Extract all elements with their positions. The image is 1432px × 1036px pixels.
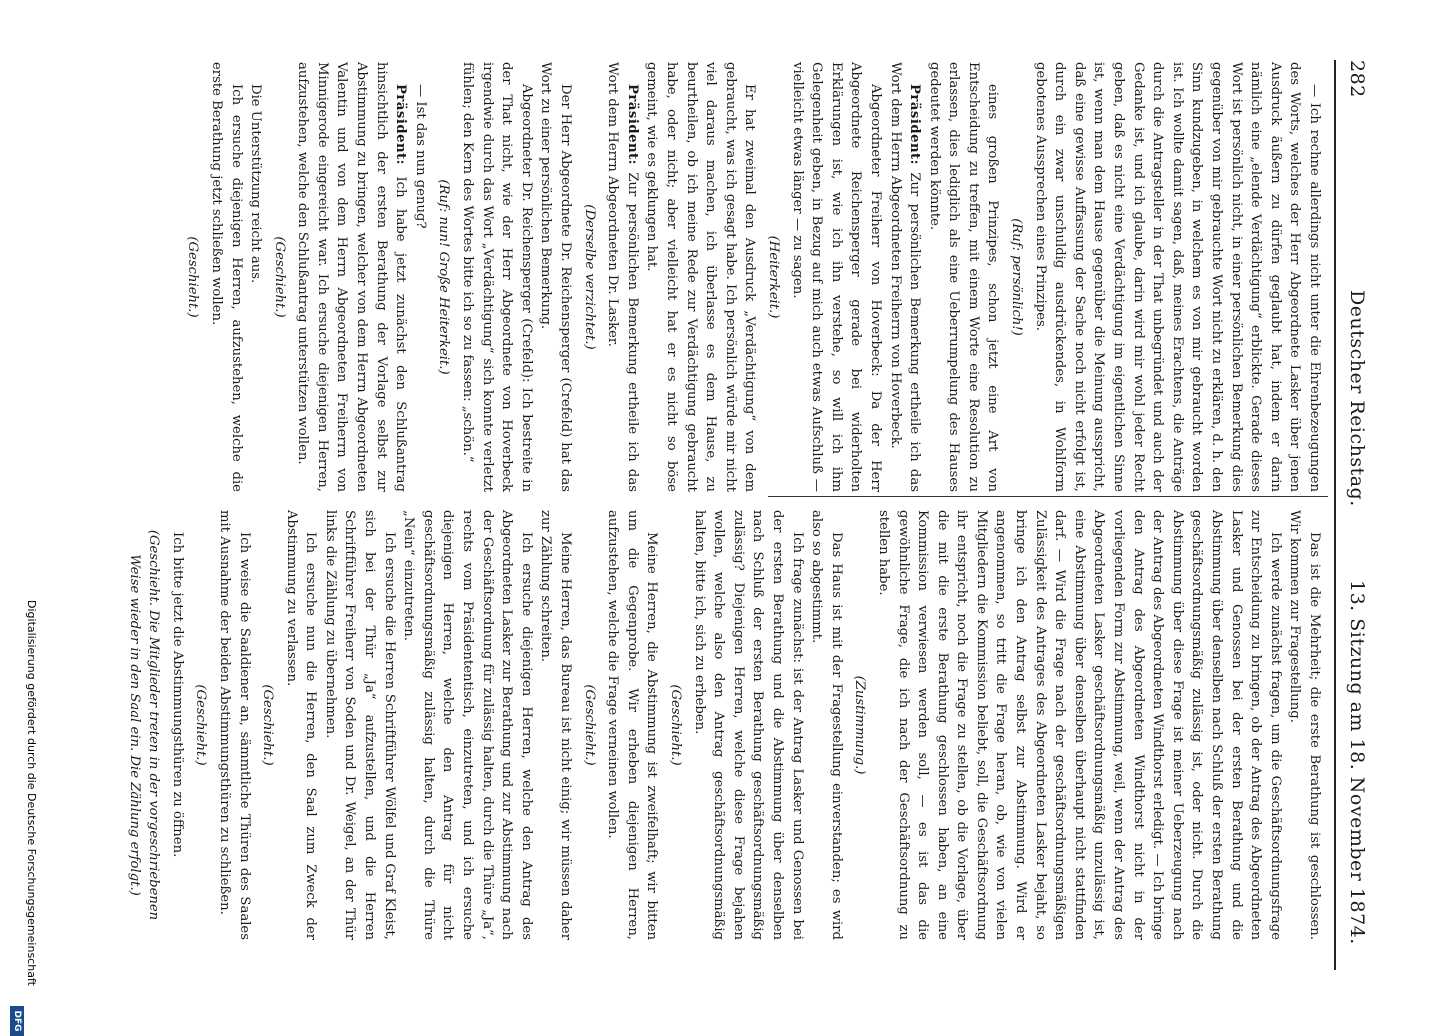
paragraph: eines großen Prinzipes, schon jetzt eine Art von Entscheidung zu treffen, mit einem Worte eine Resolution zu erlassen, dies lediglich als eine Ueberrumpelung des Hauses gedeutet werden könnte.	[926, 62, 1001, 492]
speaker-text: Zur persönlichen Bemerkung ertheile ich das Wort dem Herrn Abgeordneten Freiherrn von Hoverbeck.	[887, 62, 923, 492]
stage-direction: (Ruf: nun! Große Heiterkeit.)	[436, 179, 452, 375]
session-date: 13. Sitzung am 18. November 1874.	[1346, 580, 1368, 945]
stage-direction: (Geschieht.)	[668, 684, 683, 766]
paragraph: Die Unterstützung reicht aus.	[248, 84, 264, 284]
stage-direction: (Geschieht.)	[260, 684, 276, 766]
left-column	[179, 62, 1324, 492]
paragraph: Ich frage zunächst: ist der Antrag Lasker und Genossen bei der ersten Berathung und die Abstimmung über denselben nach Schluß der ersten Berathung geschäftsordnungsmäßig zulässig? Diejenigen Herren, welche diese Frage bejahen wollen, welche also den Antrag geschäftsordnungsmäßig halten, bitte ich, sich zu erheben.	[691, 510, 805, 940]
paragraph: Meine Herren, das Bureau ist nicht einig; wir müssen daher zur Zählung schreiten.	[538, 510, 574, 940]
paragraph: Das ist die Mehrheit; die erste Berathung ist geschlossen. Wir kommen zur Fragestellung.	[1287, 510, 1322, 940]
stage-direction: (Geschieht. Die Mitglieder treten in der vorgeschriebenen Weise wieder in den Saal ein. Die Zählung erfolgt.)	[126, 529, 162, 921]
paragraph: Ich ersuche die Herren Schriftführer Wölfel und Graf Kleist, sich bei der Thür „Ja“ aufzustellen, und die Herren Schriftführer Freiherr von Soden und Dr. Weigel, an der Thür links die Zählung zu übernehmen.	[322, 510, 397, 940]
paragraph: Er hat zweimal den Ausdruck „Verdächtigung“ von dem gebraucht, was ich gesagt habe. Ich persönlich würde mir nicht viel daraus machen, ich überlasse es dem Hause, zu beurtheilen, ob ich meine Rede zur Verdächtigung gebraucht habe, oder nicht; aber vielleicht hat er es nicht so böse gemeint, wie es geklungen hat.	[644, 62, 758, 492]
stage-direction: (Derselbe verzichtet.)	[581, 204, 597, 350]
header-rule	[1334, 60, 1336, 970]
paragraph: Ich bitte jetzt die Abstimmungsthüren zu öffnen.	[169, 532, 185, 858]
stage-direction: (Geschieht.)	[271, 236, 287, 318]
speaker-name: Präsident:	[624, 84, 640, 166]
stage-direction: (Ruf: persönlich!)	[1009, 218, 1025, 336]
stage-direction: (Zustimmung.)	[852, 675, 868, 775]
paragraph: Ich weise die Saaldiener an, sämmtliche Thüren des Saales mit Ausnahme der beiden Abstimmungsthüren zu schließen.	[216, 510, 252, 940]
paragraph: — Ich rechne allerdings nicht unter die Ehrenbezeugungen des Worts, welches der Herr Abgeordnete Lasker über jenen Ausdruck äußern zu dürfen geglaubt hat, indem er darin nämlich eine „elende Verdächtigung“ erblickte. Gerade dieses Wort ist persönlich nicht, in einer persönlichen Bemerkung dies gegenüber von mir gebrauchte Wort nicht zu erklären, d. h. den Sinn kundzugeben, in welchem es von mir gebraucht worden ist. Ich wollte damit sagen, daß, meines Erachtens, die Anträge durch die Antragsteller in der That unbegründet und auch der Gedanke ist, und ich glaube, darin wird mir wohl jeder Recht geben, daß es nicht eine Verdächtigung im eigentlichen Sinne ist, wenn man dem Hause gegenüber die Meinung ausspricht, daß eine gewisse Auffassung der Sache noch nicht erfolgt ist, durch ein zwar unschuldig ausdrückendes, in Wohlform gebotenes Aussprechen eines Prinzipes.	[1032, 62, 1322, 492]
page-number: 282	[1346, 60, 1368, 98]
stage-direction: (Geschieht.)	[185, 236, 201, 318]
speaker-paragraph	[603, 62, 642, 492]
stage-direction: (Heiterkeit.)	[765, 235, 781, 319]
dfg-logo: DFG	[10, 1006, 24, 1036]
speaker-name: Präsident:	[907, 84, 923, 166]
paragraph: Abgeordneter Dr. Reichensperger (Crefeld): Ich bestreite in der That nicht, wie der Herr Abgeordnete von Hoverbeck irgendwie durch das Wort „Verdächtigung“ sich konnte verletzt fühlen; den Kern des Wortes bitte ich so zu fassen: „schön.“	[460, 62, 534, 492]
speaker-text: Ich habe jetzt zunächst den Schlußantrag hinsichtlich der ersten Berathung der Vorlage selbst zur Abstimmung zu bringen, welcher von dem Herrn Abgeordneten Valentin und von dem Herrn Abgeordneten Freiherrn von Minnigerode eingereicht war. Ich ersuche diejenigen Herren, aufzustehen, welche den Schlußantrag unterstützen wollen.	[295, 62, 409, 492]
paragraph: Meine Herren, die Abstimmung ist zweifelhaft; wir bitten um die Gegenprobe. Wir erheben diejenigen Herren, aufzustehen, welche die Frage verneinen wollen.	[605, 510, 660, 940]
paragraph: Ich werde zunächst fragen, um die Geschäftsordnungsfrage zur Entscheidung zu bringen, ob der Antrag des Abgeordneten Lasker und Genossen bei der ersten Berathung und die Abstimmung über denselben nach Schluß der ersten Berathung geschäftsordnungsmäßig zulässig ist, oder nicht. Durch die Abstimmung über diese Frage ist meiner Ueberzeugung nach der Antrag des Abgeordneten Windthorst erledigt. — Ich bringe den Antrag des Abgeordneten Windthorst nicht in der vorliegenden Form zur Abstimmung, weil, wenn der Antrag des Abgeordneten Lasker geschäftsordnungsmäßig unzulässig ist, eine Abstimmung über denselben überhaupt nicht stattfinden darf. — Wird die Frage nach der geschäftsordnungsmäßigen Zulässigkeit des Antrages des Abgeordneten Lasker bejaht, so bringe ich den Antrag selbst zur Abstimmung. Wird er angenommen, so tritt die Frage heran, ob, wie von vielen Mitgliedern die Kommission beliebt, soll, die Geschäftsordnung ihr entspricht, noch die Frage zu stellen, ob die Vorlage, über die mit die erste Berathung geschlossen haben, an eine Kommission verwiesen werden soll, — es ist das die gewöhnliche Frage, die ich nach der Geschäftsordnung zu stellen habe.	[875, 510, 1283, 940]
paragraph: Abgeordneter Freiherr von Hoverbeck: Da der Herr Abgeordnete Reichensperger gerade bei widerholten Erklärungen ist, wie ich ihn verstehe, so will ich ihm Gelegenheit geben, in Bezug auf mich auch etwas Aufschluß — vielleicht etwas länger — zu sagen.	[789, 62, 883, 492]
paragraph: Ich ersuche diejenigen Herren, aufzustehen, welche die erste Berathung jetzt schließen wollen.	[208, 62, 244, 492]
page-header	[1342, 60, 1370, 970]
speaker-paragraph	[885, 62, 924, 492]
stage-direction: (Geschieht.)	[193, 684, 209, 766]
paragraph: Das Haus ist mit der Fragestellung einverstanden; es wird also so abgestimmt.	[809, 510, 844, 940]
paragraph: Der Herr Abgeordnete Dr. Reichensperger (Crefeld) hat das Wort zu einer persönlichen Bemerkung.	[538, 62, 574, 492]
speaker-text: Zur persönlichen Bemerkung ertheile ich das Wort dem Herrn Abgeordneten Dr. Lasker.	[605, 62, 640, 492]
paragraph: — Ist das nun genug?	[412, 84, 428, 229]
column-divider	[768, 496, 1328, 497]
speaker-name: Präsident:	[393, 84, 409, 166]
paragraph: Ich ersuche nun die Herren, den Saal zum Zweck der Abstimmung zu verlassen.	[283, 510, 319, 940]
publication-title: Deutscher Reichstag.	[1346, 290, 1368, 507]
stage-direction: (Geschieht.)	[581, 684, 597, 766]
speaker-paragraph	[293, 62, 411, 492]
paragraph: Ich ersuche diejenigen Herren, welche den Antrag des Abgeordneten Lasker zur Berathung und zur Abstimmung nach der Geschäftsordnung für zulässig halten, durch die Thüre „Ja“, rechts vom Präsidententisch, einzutreten, und ich ersuche diejenigen Herren, welche den Antrag für nicht geschäftsordnungsmäßig zulässig halten, durch die Thüre „Nein“ einzutreten.	[401, 510, 534, 940]
right-column	[120, 510, 1324, 940]
digitization-note: Digitalisierung gefördert durch die Deutsche Forschungsgemeinschaft	[25, 600, 38, 986]
